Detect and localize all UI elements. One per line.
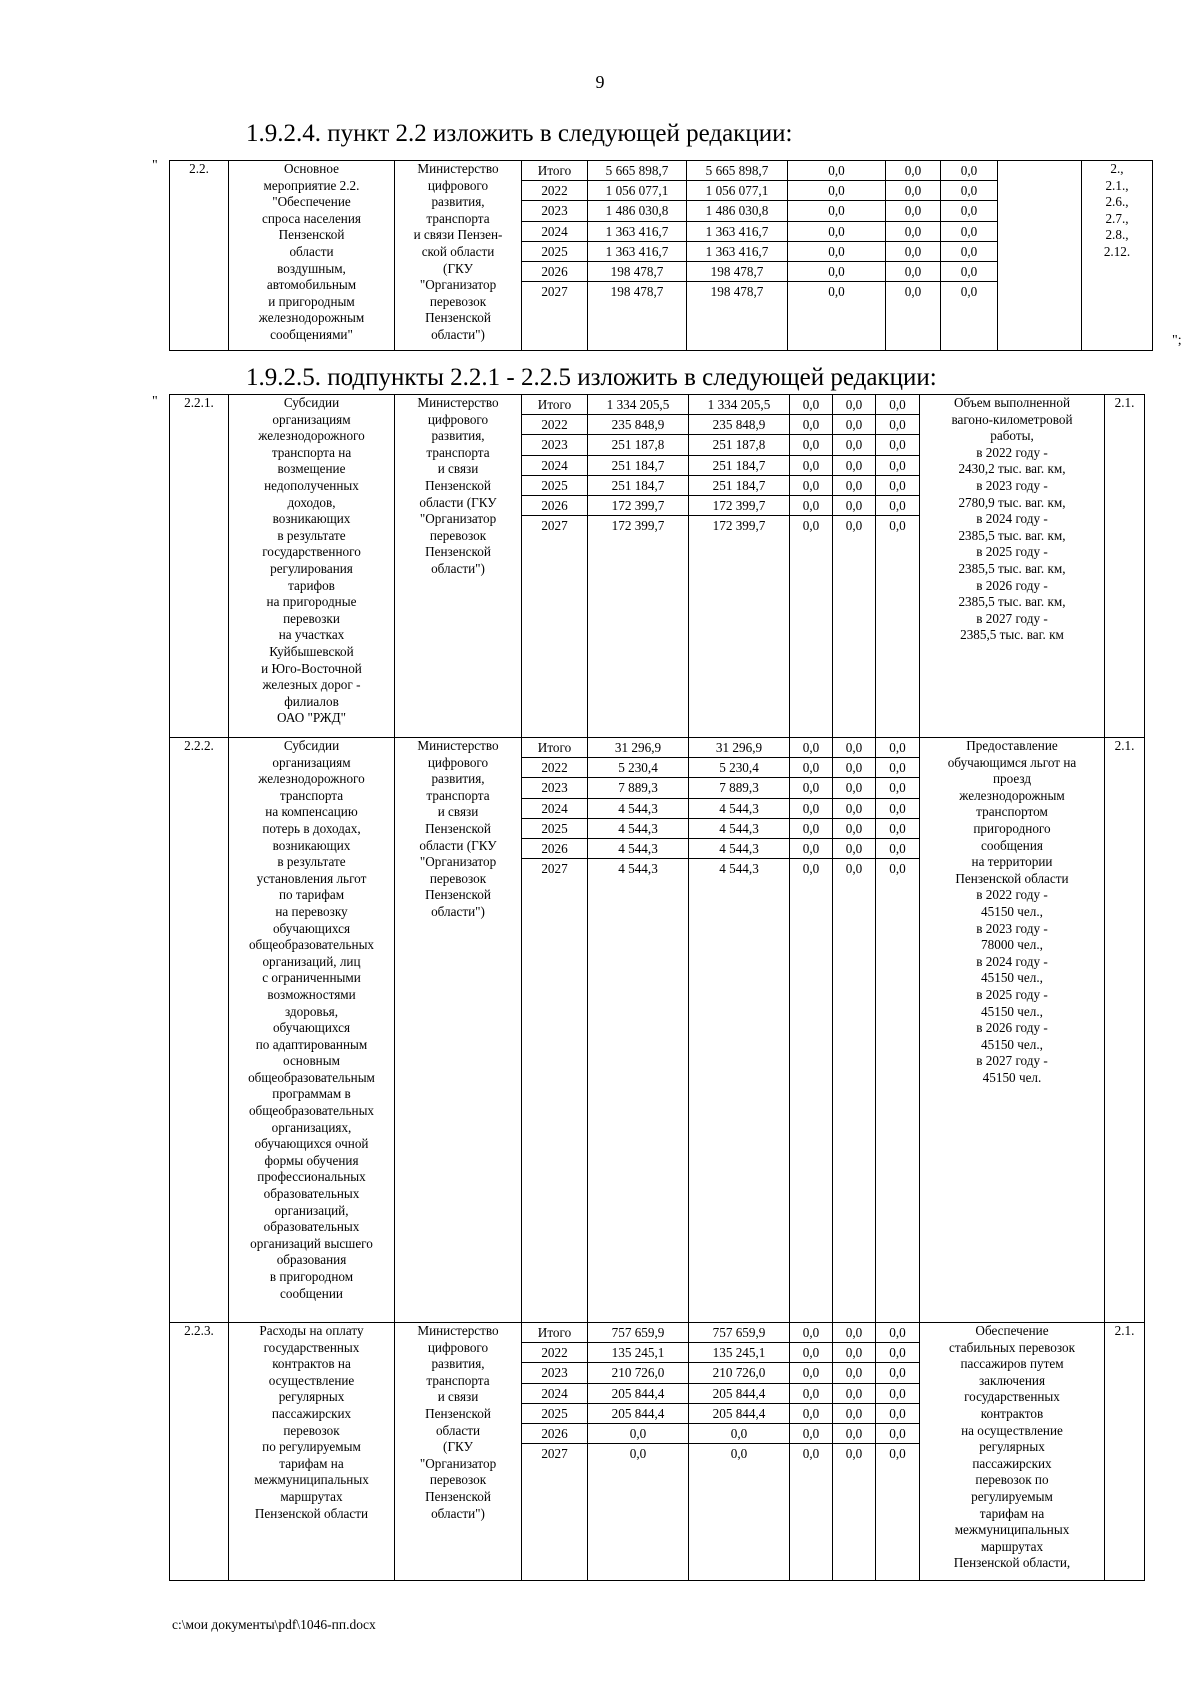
value-cell: 0,0 bbox=[788, 181, 885, 201]
measure-name: Субсидии организациям железнодорожного транспорта на компенсацию потерь в доходах, возникающих в результате установления льгот по тарифам на перевозку обучающихся общеобразовательных организаций, лиц с ограниченными возможностями здоровья, обучающихся по адаптированным основным общеобразовательным программам в общеобразовательных организациях, обучающихся очной формы обучения профессиональных образовательных организаций, образовательных организаций высшего образования в пригородном сообщении bbox=[229, 738, 395, 1323]
page-number: 9 bbox=[595, 72, 605, 92]
value-cell: 1 334 205,5 bbox=[689, 395, 789, 415]
value-cell: 4 544,3 bbox=[719, 861, 759, 877]
executor: Министерство цифрового развития, транспорта и связи Пензенской области (ГКУ "Организатор перевозок Пензенской области") bbox=[395, 395, 522, 738]
value-cell: 2022 bbox=[522, 758, 587, 778]
value-cell: 1 056 077,1 bbox=[588, 181, 686, 201]
funding-column-4 bbox=[833, 1323, 876, 1581]
value-cell: 7 889,3 bbox=[588, 778, 688, 798]
value-cell: 1 486 030,8 bbox=[588, 201, 686, 221]
value-cell: 235 848,9 bbox=[689, 415, 789, 435]
funding-column-5 bbox=[941, 161, 998, 351]
value-cell: 135 245,1 bbox=[689, 1343, 789, 1363]
value-cell: 0,0 bbox=[833, 1323, 875, 1343]
value-cell: 0,0 bbox=[886, 222, 940, 242]
total-column bbox=[588, 161, 687, 351]
value-cell: 0,0 bbox=[833, 496, 875, 516]
value-cell: 0,0 bbox=[833, 476, 875, 496]
value-cell: 0,0 bbox=[876, 799, 919, 819]
value-cell: 0,0 bbox=[828, 284, 845, 300]
close-quote-1: "; bbox=[1172, 333, 1182, 348]
value-cell: 2025 bbox=[522, 242, 587, 262]
value-cell: 2027 bbox=[541, 518, 568, 534]
funding-column-3 bbox=[788, 161, 886, 351]
value-cell: 31 296,9 bbox=[588, 738, 688, 758]
value-cell: 0,0 bbox=[941, 201, 997, 221]
indicator-codes: 2.1. bbox=[1105, 1323, 1145, 1581]
value-cell: 172 399,7 bbox=[611, 518, 665, 534]
value-cell: 0,0 bbox=[960, 284, 978, 300]
value-cell: 2022 bbox=[522, 1343, 587, 1363]
value-cell: 0,0 bbox=[876, 819, 919, 839]
value-cell: 0,0 bbox=[790, 1343, 832, 1363]
funding-column-3 bbox=[790, 1323, 833, 1581]
value-cell: 0,0 bbox=[689, 1424, 789, 1444]
value-cell: 0,0 bbox=[876, 738, 919, 758]
year-column bbox=[522, 161, 588, 351]
regional-budget-column bbox=[689, 1323, 790, 1581]
value-cell: 0,0 bbox=[876, 839, 919, 859]
indicator: Обеспечение стабильных перевозок пассажиров путем заключения государственных контрактов на осуществление регулярных пассажирских перевозок по регулируемым тарифам на межмуниципальных маршрутах Пензенской области, bbox=[920, 1323, 1105, 1581]
value-cell: 0,0 bbox=[876, 1323, 919, 1343]
value-cell: 1 486 030,8 bbox=[687, 201, 787, 221]
value-cell: 251 184,7 bbox=[689, 476, 789, 496]
value-cell: 198 478,7 bbox=[588, 262, 686, 282]
value-cell: 2026 bbox=[522, 1424, 587, 1444]
value-cell: 2026 bbox=[522, 839, 587, 859]
value-cell: 2023 bbox=[522, 435, 587, 455]
value-cell: 2027 bbox=[541, 284, 568, 300]
open-quote-1: " bbox=[152, 158, 158, 173]
value-cell: 0,0 bbox=[876, 456, 919, 476]
value-cell: 0,0 bbox=[876, 496, 919, 516]
value-cell: 205 844,4 bbox=[689, 1404, 789, 1424]
value-cell: 0,0 bbox=[833, 738, 875, 758]
row-number: 2.2.3. bbox=[170, 1323, 229, 1581]
indicator bbox=[998, 161, 1082, 351]
value-cell: 0,0 bbox=[833, 395, 875, 415]
value-cell: 2022 bbox=[522, 181, 587, 201]
value-cell: 0,0 bbox=[886, 181, 940, 201]
value-cell: Итого bbox=[522, 738, 587, 758]
value-cell: 2023 bbox=[522, 778, 587, 798]
value-cell: 0,0 bbox=[876, 1424, 919, 1444]
value-cell: 0,0 bbox=[833, 456, 875, 476]
value-cell: 0,0 bbox=[790, 1323, 832, 1343]
value-cell: 0,0 bbox=[845, 518, 863, 534]
value-cell: 251 187,8 bbox=[588, 435, 688, 455]
indicator-codes: 2.1. bbox=[1105, 738, 1145, 1323]
value-cell: 0,0 bbox=[833, 1343, 875, 1363]
value-cell: 2026 bbox=[522, 262, 587, 282]
table-row bbox=[170, 738, 1145, 1323]
value-cell: 1 363 416,7 bbox=[588, 222, 686, 242]
funding-column-4 bbox=[833, 738, 876, 1323]
value-cell: 4 544,3 bbox=[689, 819, 789, 839]
value-cell: 205 844,4 bbox=[689, 1384, 789, 1404]
value-cell: 1 363 416,7 bbox=[687, 242, 787, 262]
value-cell: 4 544,3 bbox=[588, 799, 688, 819]
value-cell: 0,0 bbox=[876, 1343, 919, 1363]
regional-budget-column bbox=[687, 161, 788, 351]
measure-name: Субсидии организациям железнодорожного транспорта на возмещение недополученных доходов, возникающих в результате государственного регулирования тарифов на пригородные перевозки на участках Куйбышевской и Юго-Восточной железных дорог - филиалов ОАО "РЖД" bbox=[229, 395, 395, 738]
value-cell: 31 296,9 bbox=[689, 738, 789, 758]
value-cell: 757 659,9 bbox=[689, 1323, 789, 1343]
value-cell: 1 056 077,1 bbox=[687, 181, 787, 201]
value-cell: 1 363 416,7 bbox=[588, 242, 686, 262]
value-cell: 1 334 205,5 bbox=[588, 395, 688, 415]
value-cell: 0,0 bbox=[941, 181, 997, 201]
value-cell: 0,0 bbox=[876, 1384, 919, 1404]
value-cell: 2022 bbox=[522, 415, 587, 435]
row-number: 2.2. bbox=[170, 161, 229, 351]
value-cell: 235 848,9 bbox=[588, 415, 688, 435]
value-cell: 2027 bbox=[541, 861, 568, 877]
executor: Министерство цифрового развития, транспорта и связи Пензенской области (ГКУ "Организатор перевозок Пензенской области") bbox=[395, 738, 522, 1323]
value-cell: 0,0 bbox=[876, 476, 919, 496]
value-cell: 2024 bbox=[522, 799, 587, 819]
measure-2-2-table bbox=[169, 160, 1153, 351]
value-cell: 0,0 bbox=[790, 1384, 832, 1404]
value-cell: 757 659,9 bbox=[588, 1323, 688, 1343]
total-column bbox=[588, 1323, 689, 1581]
value-cell: 1 363 416,7 bbox=[687, 222, 787, 242]
value-cell: 0,0 bbox=[876, 778, 919, 798]
value-cell: 0,0 bbox=[802, 518, 820, 534]
regional-budget-column bbox=[689, 738, 790, 1323]
indicator: Предоставление обучающимся льгот на проезд железнодорожным транспортом пригородного сообщения на территории Пензенской области в 2022 году - 45150 чел., в 2023 году - 78000 чел., в 2024 году - 45150 чел., в 2025 году - 45150 чел., в 2026 году - 45150 чел., в 2027 году - 45150 чел. bbox=[920, 738, 1105, 1323]
value-cell: 172 399,7 bbox=[712, 518, 766, 534]
value-cell: 172 399,7 bbox=[588, 496, 688, 516]
value-cell: Итого bbox=[522, 161, 587, 181]
value-cell: 0,0 bbox=[802, 861, 820, 877]
value-cell: 198 478,7 bbox=[610, 284, 664, 300]
funding-column-3 bbox=[790, 395, 833, 738]
value-cell: 0,0 bbox=[788, 242, 885, 262]
indicator: Объем выполненной вагоно-километровой работы, в 2022 году - 2430,2 тыс. ваг. км, в 2023 году - 2780,9 тыс. ваг. км, в 2024 году - 2385,5 тыс. ваг. км, в 2025 году - 2385,5 тыс. ваг. км, в 2026 году - 2385,5 тыс. ваг. км, в 2027 году - 2385,5 тыс. ваг. км bbox=[920, 395, 1105, 738]
year-column bbox=[522, 395, 588, 738]
value-cell: 0,0 bbox=[790, 758, 832, 778]
section-heading-2-2-1-2-2-5: 1.9.2.5. подпункты 2.2.1 - 2.2.5 изложить в следующей редакции: bbox=[246, 364, 937, 391]
value-cell: 5 665 898,7 bbox=[588, 161, 686, 181]
value-cell: 0,0 bbox=[833, 839, 875, 859]
value-cell: 0,0 bbox=[790, 415, 832, 435]
executor: Министерство цифрового развития, транспорта и связи Пензен- ской области (ГКУ "Организатор перевозок Пензенской области") bbox=[395, 161, 522, 351]
measure-name: Основное мероприятие 2.2. "Обеспечение спроса населения Пензенской области воздушным, автомобильным и пригородным железнодорожным сообщениями" bbox=[229, 161, 395, 351]
value-cell: 0,0 bbox=[790, 839, 832, 859]
value-cell: 5 230,4 bbox=[588, 758, 688, 778]
value-cell: Итого bbox=[522, 1323, 587, 1343]
value-cell: 2025 bbox=[522, 819, 587, 839]
value-cell: 0,0 bbox=[833, 415, 875, 435]
value-cell: 0,0 bbox=[886, 242, 940, 262]
value-cell: 0,0 bbox=[886, 262, 940, 282]
value-cell: 0,0 bbox=[790, 1424, 832, 1444]
value-cell: 0,0 bbox=[629, 1446, 647, 1462]
value-cell: 0,0 bbox=[941, 262, 997, 282]
funding-column-5 bbox=[876, 1323, 920, 1581]
indicator-codes: 2.1. bbox=[1105, 395, 1145, 738]
funding-column-4 bbox=[886, 161, 941, 351]
value-cell: 0,0 bbox=[833, 435, 875, 455]
value-cell: 0,0 bbox=[845, 1446, 863, 1462]
value-cell: 0,0 bbox=[788, 222, 885, 242]
value-cell: 210 726,0 bbox=[588, 1363, 688, 1383]
value-cell: 0,0 bbox=[790, 476, 832, 496]
value-cell: 0,0 bbox=[889, 1446, 906, 1462]
value-cell: 0,0 bbox=[886, 201, 940, 221]
file-path-footer: c:\мои документы\pdf\1046-пп.docx bbox=[172, 1617, 376, 1632]
value-cell: 2024 bbox=[522, 1384, 587, 1404]
value-cell: 0,0 bbox=[790, 496, 832, 516]
value-cell: 0,0 bbox=[941, 161, 997, 181]
value-cell: 0,0 bbox=[790, 819, 832, 839]
value-cell: 0,0 bbox=[889, 861, 906, 877]
value-cell: 0,0 bbox=[876, 758, 919, 778]
subitems-2-2-table bbox=[169, 394, 1145, 1581]
value-cell: 0,0 bbox=[790, 778, 832, 798]
value-cell: 0,0 bbox=[730, 1446, 748, 1462]
value-cell: 2027 bbox=[541, 1446, 568, 1462]
table-row bbox=[170, 1323, 1145, 1581]
value-cell: 210 726,0 bbox=[689, 1363, 789, 1383]
value-cell: 0,0 bbox=[845, 861, 863, 877]
value-cell: 0,0 bbox=[802, 1446, 820, 1462]
funding-column-3 bbox=[790, 738, 833, 1323]
year-column bbox=[522, 738, 588, 1323]
regional-budget-column bbox=[689, 395, 790, 738]
value-cell: 0,0 bbox=[790, 738, 832, 758]
value-cell: 0,0 bbox=[886, 161, 940, 181]
value-cell: 2026 bbox=[522, 496, 587, 516]
value-cell: 0,0 bbox=[790, 435, 832, 455]
value-cell: 5 230,4 bbox=[689, 758, 789, 778]
value-cell: 198 478,7 bbox=[687, 262, 787, 282]
value-cell: 172 399,7 bbox=[689, 496, 789, 516]
value-cell: 0,0 bbox=[876, 1363, 919, 1383]
value-cell: 5 665 898,7 bbox=[687, 161, 787, 181]
value-cell: 4 544,3 bbox=[689, 839, 789, 859]
value-cell: 0,0 bbox=[790, 456, 832, 476]
funding-column-4 bbox=[833, 395, 876, 738]
value-cell: 2023 bbox=[522, 1363, 587, 1383]
value-cell: 205 844,4 bbox=[588, 1384, 688, 1404]
value-cell: 0,0 bbox=[941, 222, 997, 242]
funding-column-5 bbox=[876, 395, 920, 738]
table-row bbox=[170, 161, 1153, 351]
value-cell: 0,0 bbox=[790, 1404, 832, 1424]
value-cell: 0,0 bbox=[876, 1404, 919, 1424]
value-cell: 205 844,4 bbox=[588, 1404, 688, 1424]
value-cell: 0,0 bbox=[941, 242, 997, 262]
value-cell: 251 184,7 bbox=[689, 456, 789, 476]
value-cell: 4 544,3 bbox=[618, 861, 658, 877]
value-cell: 0,0 bbox=[790, 1363, 832, 1383]
value-cell: 0,0 bbox=[833, 758, 875, 778]
measure-name: Расходы на оплату государственных контрактов на осуществление регулярных пассажирских перевозок по регулируемым тарифам на межмуниципальных маршрутах Пензенской области bbox=[229, 1323, 395, 1581]
row-number: 2.2.2. bbox=[170, 738, 229, 1323]
value-cell: 0,0 bbox=[788, 201, 885, 221]
value-cell: Итого bbox=[522, 395, 587, 415]
value-cell: 2025 bbox=[522, 1404, 587, 1424]
value-cell: 251 187,8 bbox=[689, 435, 789, 455]
funding-column-5 bbox=[876, 738, 920, 1323]
value-cell: 2024 bbox=[522, 222, 587, 242]
year-column bbox=[522, 1323, 588, 1581]
value-cell: 4 544,3 bbox=[588, 819, 688, 839]
value-cell: 0,0 bbox=[876, 415, 919, 435]
value-cell: 4 544,3 bbox=[689, 799, 789, 819]
value-cell: 0,0 bbox=[876, 435, 919, 455]
value-cell: 0,0 bbox=[588, 1424, 688, 1444]
value-cell: 0,0 bbox=[833, 778, 875, 798]
value-cell: 0,0 bbox=[833, 1424, 875, 1444]
value-cell: 0,0 bbox=[889, 518, 906, 534]
total-column bbox=[588, 738, 689, 1323]
value-cell: 251 184,7 bbox=[588, 456, 688, 476]
value-cell: 135 245,1 bbox=[588, 1343, 688, 1363]
value-cell: 0,0 bbox=[833, 799, 875, 819]
total-column bbox=[588, 395, 689, 738]
open-quote-2: " bbox=[152, 394, 158, 409]
value-cell: 2025 bbox=[522, 476, 587, 496]
executor: Министерство цифрового развития, транспорта и связи Пензенской области (ГКУ "Организатор перевозок Пензенской области") bbox=[395, 1323, 522, 1581]
value-cell: 0,0 bbox=[833, 1384, 875, 1404]
value-cell: 251 184,7 bbox=[588, 476, 688, 496]
row-number: 2.2.1. bbox=[170, 395, 229, 738]
value-cell: 2023 bbox=[522, 201, 587, 221]
value-cell: 0,0 bbox=[788, 161, 885, 181]
value-cell: 7 889,3 bbox=[689, 778, 789, 798]
value-cell: 0,0 bbox=[788, 262, 885, 282]
table-row bbox=[170, 395, 1145, 738]
value-cell: 0,0 bbox=[833, 1363, 875, 1383]
section-heading-2-2: 1.9.2.4. пункт 2.2 изложить в следующей редакции: bbox=[246, 120, 793, 147]
value-cell: 4 544,3 bbox=[588, 839, 688, 859]
value-cell: 0,0 bbox=[790, 395, 832, 415]
value-cell: 0,0 bbox=[876, 395, 919, 415]
value-cell: 198 478,7 bbox=[710, 284, 764, 300]
value-cell: 0,0 bbox=[790, 799, 832, 819]
value-cell: 0,0 bbox=[833, 1404, 875, 1424]
value-cell: 0,0 bbox=[904, 284, 922, 300]
value-cell: 2024 bbox=[522, 456, 587, 476]
value-cell: 0,0 bbox=[833, 819, 875, 839]
indicator-codes: 2., 2.1., 2.6., 2.7., 2.8., 2.12. bbox=[1082, 161, 1153, 351]
